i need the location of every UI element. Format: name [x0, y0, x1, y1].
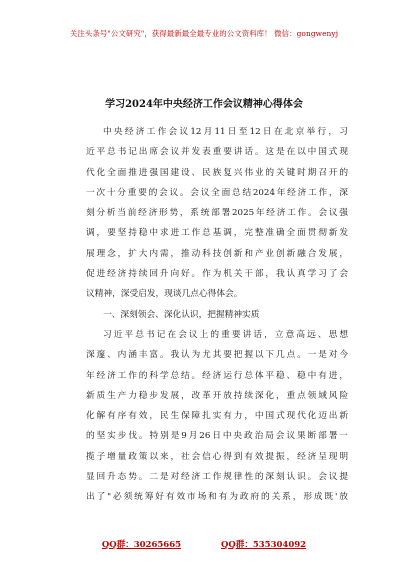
body-line: 一次十分重要的会议。会议全面总结2024年经济工作，深 [86, 187, 348, 198]
body-line: 年经济工作的科学总结。经济运行总体平稳、稳中有进， [86, 370, 348, 381]
document-title: 学习2024年中央经济工作会议精神心得体会 [105, 99, 303, 110]
body-line: 刻分析当前经济形势，系统部署2025年经济工作。会议强 [86, 208, 348, 219]
body-line: 展理念，扩大内需，推动科技创新和产业创新融合发展， [86, 248, 348, 259]
body-line: 议精神，深受启发，现谈几点心得体会。 [86, 289, 243, 300]
body-line: 的坚实步伐。特别是9月26日中央政治局会议果断部署一 [86, 431, 348, 442]
document-body [86, 122, 348, 508]
promo-banner: 关注头条号"公文研究"，获得最新最全最专业的公文资料库！ 微信：gongwenyj [69, 29, 339, 38]
section-heading: 一、深刻领会、深化认识，把握精神实质 [103, 309, 260, 320]
body-line: 化解有序有效，民生保障扎实有力，中国式现代化迈出新 [86, 411, 348, 422]
body-line: 显回升态势。二是对经济工作规律性的深刻认识。会议提 [86, 472, 348, 483]
body-line: 中央经济工作会议12月11日至12日在北京举行，习 [103, 127, 348, 137]
body-line: 新质生产力稳步发展，改革开放持续深化，重点领域风险 [86, 390, 348, 401]
body-line: 近平总书记出席会议并发表重要讲话。这是在以中国式现 [86, 147, 348, 158]
body-line: 深邃、内涵丰富。我认为尤其要把握以下几点。一是对今 [86, 350, 348, 361]
body-line: 调，要坚持稳中求进工作总基调，完整准确全面贯彻新发 [86, 228, 348, 239]
body-line: 代化全面推进强国建设、民族复兴伟业的关键时期召开的 [86, 167, 348, 178]
qq-group-link-2[interactable]: QQ群：535304092 [221, 540, 307, 550]
body-line: 习近平总书记在会议上的重要讲话，立意高远、思想 [103, 329, 348, 340]
body-line: 出了"必须统筹好有效市场和有为政府的关系，形成既'放 [86, 492, 348, 503]
qq-group-link-1[interactable]: QQ群：30265665 [101, 540, 182, 550]
footer-contacts [0, 538, 408, 550]
body-line: 揽子增量政策以来，社会信心得到有效提振，经济呈现明 [86, 451, 348, 462]
body-line: 促进经济持续回升向好。作为机关干部，我认真学习了会 [86, 269, 348, 280]
